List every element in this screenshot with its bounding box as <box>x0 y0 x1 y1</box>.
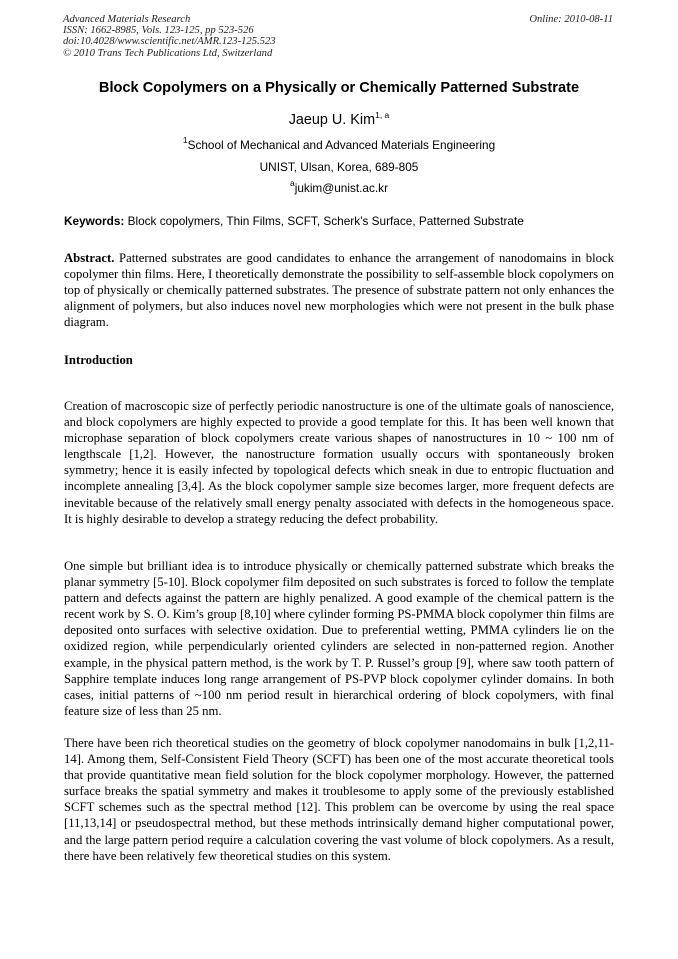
doi-line: doi:10.4028/www.scientific.net/AMR.123-125.523 <box>63 36 276 48</box>
issn-line: ISSN: 1662-8985, Vols. 123-125, pp 523-526 <box>63 25 254 37</box>
copyright-line: © 2010 Trans Tech Publications Ltd, Switzerland <box>63 47 273 59</box>
online-date: Online: 2010-08-11 <box>529 14 613 25</box>
keywords-line <box>64 214 524 228</box>
affiliation-superscript: 1 <box>182 135 188 145</box>
keywords-text: Block copolymers, Thin Films, SCFT, Scherk’s Surface, Patterned Substrate <box>124 214 524 228</box>
journal-header <box>63 14 276 59</box>
affiliation-address: UNIST, Ulsan, Korea, 689-805 <box>259 160 419 174</box>
author-line <box>0 112 678 128</box>
section-heading-introduction: Introduction <box>64 353 133 367</box>
author-email[interactable]: jukim@unist.ac.kr <box>294 181 388 195</box>
affiliation-school: School of Mechanical and Advanced Materials Engineering <box>187 138 496 152</box>
keywords-label: Keywords: <box>64 214 125 228</box>
affiliation-line-1 <box>0 135 678 152</box>
author-superscript: 1, a <box>375 110 390 120</box>
affiliation-line-2 <box>0 160 678 174</box>
journal-name: Advanced Materials Research <box>63 14 191 25</box>
author-name: Jaeup U. Kim <box>288 112 376 128</box>
paper-title: Block Copolymers on a Physically or Chemically Patterned Substrate <box>98 80 580 96</box>
abstract-paragraph <box>64 250 614 330</box>
intro-paragraph-1: Creation of macroscopic size of perfectly periodic nanostructure is one of the ultimate goals of nanoscience, and block copolymers are highly expected to provide a good template for this. It has been well known that microphase separation of block copolymers create various shapes of nanostructures in 10 ~ 100 nm of lengthscale [1,2]. However, the nanostructure formation usually occurs with spontaneously broken symmetry; hence it is easily infected by topological defects which sneak in due to entropic fluctuation and incomplete annealing [3,4]. As the block copolymer sample size becomes larger, more frequent defects are inevitable because of the relatively small energy penalty associated with defects in the homogeneous space. It is highly desirable to develop a strategy reducing the defect probability. <box>64 399 614 526</box>
email-superscript: a <box>290 178 295 188</box>
intro-paragraph-2: One simple but brilliant idea is to introduce physically or chemically patterned substrate which breaks the planar symmetry [5-10]. Block copolymer film deposited on such substrates is forced to follow the template pattern and defects against the pattern are highly penalized. A good example of the chemical pattern is the recent work by S. O. Kim’s group [8,10] where cylinder forming PS-PMMA block copolymer thin films are deposited onto surfaces with selective oxidation. Due to preferential wetting, PMMA cylinders lie on the oxidized region, while perpendicularly oriented cylinders are selected in non-patterned region. Another example, in the physical pattern method, is the work by T. P. Russel’s group [9], where saw tooth pattern of Sapphire template induces long range arrangement of PS-PVP block copolymer cylinder domains. In both cases, initial patterns of ~100 nm period result in hierarchical ordering of block copolymers, with final feature size of less than 25 nm. <box>64 559 614 718</box>
abstract-text: Patterned substrates are good candidates to enhance the arrangement of nanodomains in block copolymer thin films. Here, I theoretically demonstrate the possibility to self-assemble block copolymers on top of physically or chemically patterned substrates. The presence of substrate pattern not only enhances the alignment of polymers, but also induces novel new morphologies which were not present in the bulk phase diagram. <box>64 251 614 330</box>
intro-paragraph-3: There have been rich theoretical studies on the geometry of block copolymer nanodomains in bulk [1,2,11-14]. Among them, Self-Consistent Field Theory (SCFT) has been one of the most accurate theoretical tools that provide quantitative mean field solution for the block copolymer morphology. However, the patterned surface breaks the spatial symmetry and makes it troublesome to apply some of the previously established SCFT schemes such as the spectral method [12]. This problem can be overcome by using the real space [11,13,14] or pseudospectral method, but these methods intrinsically demand higher computational power, and the large pattern period require a calculation covering the vast volume of block copolymers. As a result, there have been relatively few theoretical studies on this system. <box>64 736 614 863</box>
abstract-label: Abstract. <box>64 251 115 265</box>
email-line <box>0 178 678 195</box>
